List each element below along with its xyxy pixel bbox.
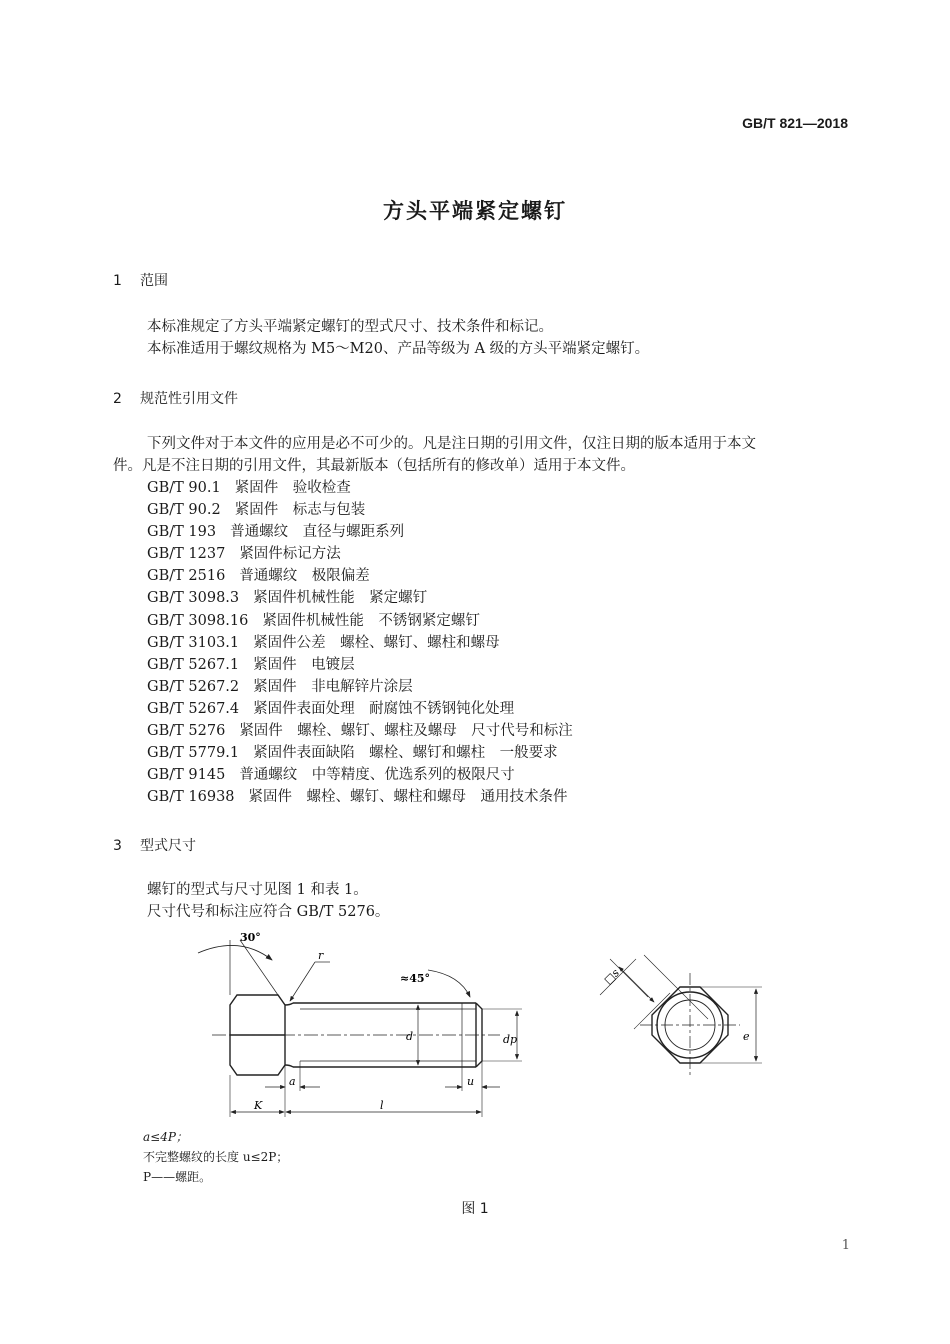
reference-title: 紧固件标记方法 — [239, 546, 341, 563]
reference-code: GB/T 5779.1 — [147, 745, 240, 762]
reference-title: 紧固件 螺栓、螺钉、螺柱及螺母 尺寸代号和标注 — [239, 723, 573, 740]
document-title: 方头平端紧定螺钉 — [383, 199, 567, 223]
reference-title: 紧固件 非电解锌片涂层 — [253, 678, 413, 695]
section-1-paragraph: 本标准适用于螺纹规格为 M5～M20、产品等级为 A 级的方头平端紧定螺钉。 — [147, 341, 650, 357]
reference-code: GB/T 1237 — [147, 546, 226, 563]
reference-code: GB/T 3098.16 — [147, 612, 249, 629]
radius-leader — [290, 962, 315, 1001]
section-3-heading — [113, 835, 196, 855]
reference-title: 紧固件 验收检查 — [234, 480, 351, 496]
section-3-paragraph: 螺钉的型式与尺寸见图 1 和表 1。 — [147, 882, 368, 898]
reference-item — [147, 543, 573, 565]
angle-30-arc — [198, 945, 272, 960]
section-1-paragraph: 本标准规定了方头平端紧定螺钉的型式尺寸、技术条件和标记。 — [147, 319, 553, 335]
reference-item — [147, 786, 573, 808]
reference-title: 紧固件表面缺陷 螺栓、螺钉和螺柱 一般要求 — [253, 745, 558, 762]
reference-code: GB/T 90.1 — [147, 480, 221, 496]
reference-title: 紧固件 标志与包装 — [234, 502, 366, 519]
reference-code: GB/T 5267.1 — [147, 656, 240, 673]
reference-item — [147, 565, 573, 587]
section-number: 2 — [113, 391, 122, 407]
reference-code: GB/T 193 — [147, 524, 217, 541]
figure-caption: 图 1 — [461, 1201, 489, 1217]
section-number: 3 — [113, 838, 122, 854]
angle-45-arc — [428, 970, 470, 997]
fillet-bottom — [285, 1065, 293, 1067]
section-2-heading — [113, 388, 238, 408]
angle-30-leader — [240, 940, 278, 995]
l-label: l — [380, 1099, 384, 1112]
reference-title: 紧固件机械性能 不锈钢紧定螺钉 — [262, 612, 480, 629]
figure-note: a≤4P； — [143, 1130, 188, 1144]
reference-item — [147, 654, 573, 676]
figure-1-drawing — [0, 925, 950, 1125]
k-label: K — [254, 1099, 263, 1112]
e-label: e — [743, 1030, 750, 1043]
reference-code: GB/T 3103.1 — [147, 634, 240, 651]
section-title: 型式尺寸 — [140, 838, 196, 854]
reference-item — [147, 720, 573, 742]
fillet-top — [285, 1003, 293, 1005]
reference-code: GB/T 2516 — [147, 568, 226, 585]
angle-30-label: 30° — [240, 931, 261, 944]
section-1-heading — [113, 270, 168, 290]
reference-title: 普通螺纹 中等精度、优选系列的极限尺寸 — [239, 767, 515, 784]
section-2-intro: 下列文件对于本文件的应用是必不可少的。凡是注日期的引用文件，仅注日期的版本适用于本文 — [147, 436, 756, 452]
reference-item — [147, 587, 573, 609]
reference-code: GB/T 5267.2 — [147, 678, 240, 695]
reference-list — [147, 477, 573, 808]
reference-item — [147, 632, 573, 654]
figure-note: 不完整螺纹的长度 u≤2P； — [143, 1150, 289, 1164]
section-number: 1 — [113, 273, 122, 289]
reference-code: GB/T 90.2 — [147, 502, 221, 519]
reference-item — [147, 676, 573, 698]
s-label: □s — [601, 966, 622, 987]
reference-code: GB/T 9145 — [147, 767, 226, 784]
reference-title: 紧固件 螺栓、螺钉、螺柱和螺母 通用技术条件 — [248, 789, 568, 806]
d-label: d — [406, 1030, 414, 1043]
reference-code: GB/T 3098.3 — [147, 590, 240, 607]
reference-title: 紧固件机械性能 紧定螺钉 — [253, 590, 428, 607]
reference-title: 普通螺纹 极限偏差 — [239, 568, 370, 585]
section-title: 范围 — [140, 273, 168, 289]
standard-number: GB/T 821—2018 — [742, 115, 848, 131]
page-number: 1 — [841, 1238, 850, 1253]
reference-item — [147, 499, 573, 521]
reference-code: GB/T 5276 — [147, 723, 226, 740]
angle-45-label: ≈45° — [400, 972, 431, 985]
reference-item — [147, 698, 573, 720]
reference-code: GB/T 16938 — [147, 789, 235, 806]
reference-item — [147, 477, 573, 499]
reference-title: 普通螺纹 直径与螺距系列 — [230, 524, 405, 541]
reference-item — [147, 521, 573, 543]
reference-title: 紧固件表面处理 耐腐蚀不锈钢钝化处理 — [253, 700, 515, 717]
reference-item — [147, 764, 573, 786]
reference-title: 紧固件 电镀层 — [253, 656, 355, 673]
u-label: u — [467, 1075, 475, 1088]
section-title: 规范性引用文件 — [140, 391, 238, 407]
reference-title: 紧固件公差 螺栓、螺钉、螺柱和螺母 — [253, 634, 500, 651]
s-dimension — [619, 967, 654, 1002]
dp-label: dp — [503, 1033, 518, 1046]
a-label: a — [289, 1075, 296, 1088]
section-2-intro: 件。凡是不注日期的引用文件，其最新版本（包括所有的修改单）适用于本文件。 — [113, 458, 635, 474]
section-3-paragraph: 尺寸代号和标注应符合 GB/T 5276。 — [147, 904, 390, 920]
radius-label: r — [318, 949, 324, 962]
reference-item — [147, 610, 573, 632]
figure-note: P——螺距。 — [143, 1170, 212, 1184]
reference-code: GB/T 5267.4 — [147, 700, 240, 717]
reference-item — [147, 742, 573, 764]
